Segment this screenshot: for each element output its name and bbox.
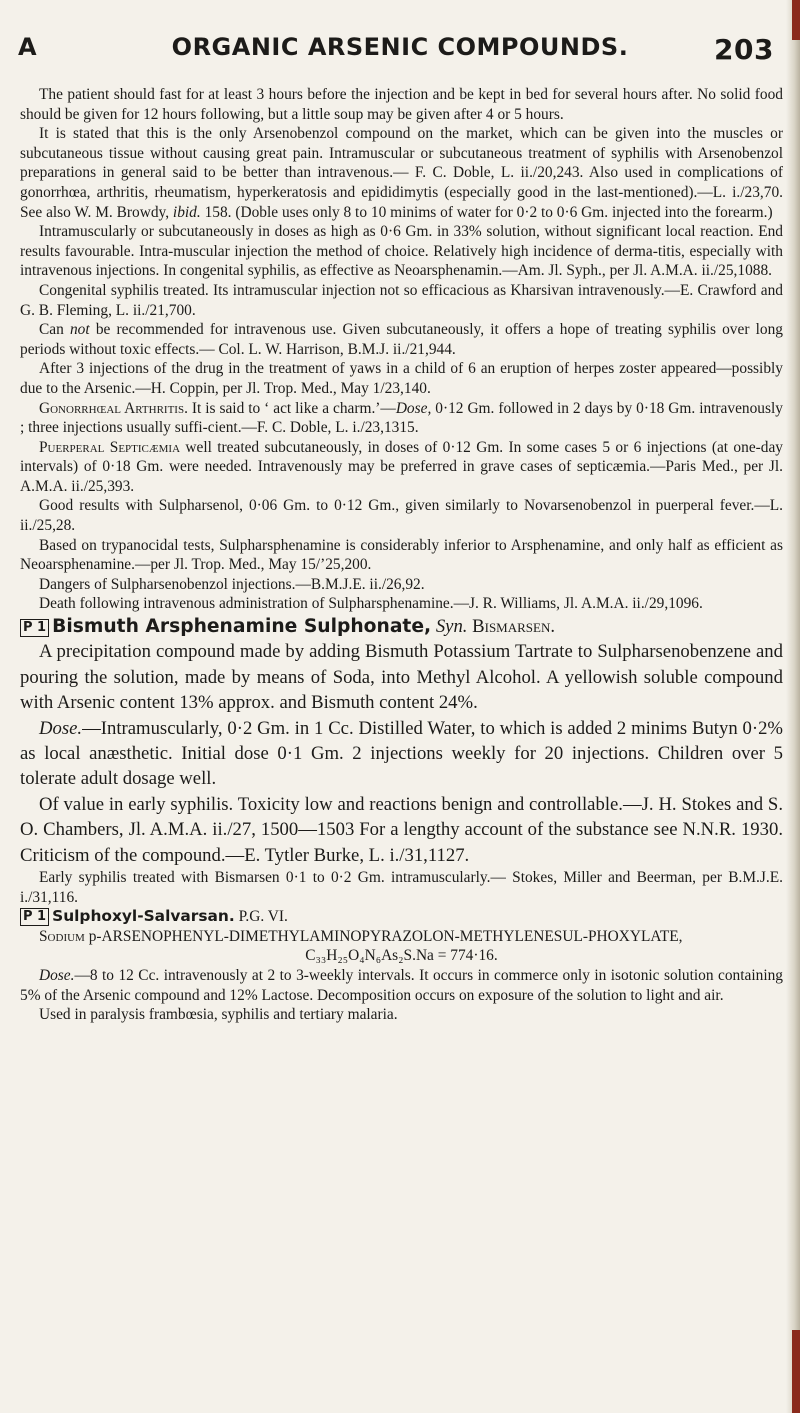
paragraph-doses: Intramuscularly or subcutaneously in doses as high as 0·6 Gm. in 33% solution, without significant local reaction. End results favourable. Intra-muscular injection the method of choice. Relatively high incidence of derma-titis, especially with intravenous injections. In congenital syphilis, as effective as Neoarsphenamin.—Am. Jl. Syph., per Jl. A.M.A. ii./25,1088. <box>20 223 783 280</box>
paragraph-sulphoxyl-dose: Dose.—8 to 12 Cc. intravenously at 2 to 3-weekly intervals. It occurs in commerce only in isotonic solution containing 5% of the Arsenic compound and 12% Lactose. Decomposition occurs on exposure of the solution to light and air. <box>20 967 783 1004</box>
page-body <box>20 85 783 1025</box>
paragraph-bismuth-description: A precipitation compound made by adding Bismuth Potassium Tartrate to Sulpharsenobenzene and pouring the solution, made by means of Soda, into Methyl Alcohol. A yellowish soluble compound with Arsenic content 13% approx. and Bismuth content 24%. <box>20 641 783 714</box>
paragraph-dangers: Dangers of Sulpharsenobenzol injections.—B.M.J.E. ii./26,92. <box>39 575 425 593</box>
paragraph-death: Death following intravenous administration of Sulpharsphenamine.—J. R. Williams, Jl. A.M.A. ii./29,1096. <box>39 595 703 613</box>
paragraph-bismuth-dose: Dose.—Intramuscularly, 0·2 Gm. in 1 Cc. Distilled Water, to which is added 2 minims Butyn 0·2% as local anæsthetic. Initial dose 0·1 Gm. 2 injections weekly for 20 injections. Children over 5 tolerate adult dosage well. <box>20 717 783 790</box>
page-number: 203 <box>714 33 774 66</box>
subject-heading: Puerperal Septicæmia <box>39 438 181 456</box>
paragraph-gonorrhoeal-arthritis: Gonorrhœal Arthritis. It is said to ‘ act like a charm.’—Dose, 0·12 Gm. followed in 2 days by 0·18 Gm. intravenously ; three injections usually suffi-cient.—F. C. Doble, L. i./23,1315. <box>20 399 783 437</box>
subject-heading: Gonorrhœal Arthritis. <box>39 399 188 417</box>
pharmacopoeia-mark-icon: P 1 <box>20 619 49 637</box>
entry-title: Bismuth Arsphenamine Sulphonate, <box>52 616 432 638</box>
header-letter: A <box>18 33 38 61</box>
paragraph-subcutaneous: Can not be recommended for intravenous use. Given subcutaneously, it offers a hope of treating syphilis over long periods without toxic effects.— Col. L. W. Harrison, B.M.J. ii./21,944. <box>20 321 783 358</box>
edge-mark-top <box>792 0 800 40</box>
paragraph-bismuth-early: Early syphilis treated with Bismarsen 0·1 to 0·2 Gm. intramuscularly.— Stokes, Miller and Beerman, per B.M.J.E. i./31,116. <box>20 869 783 906</box>
page-edge <box>786 0 800 1413</box>
edge-mark-bottom <box>792 1330 800 1413</box>
chemical-formula: C₃₃H₂₅O₄N₆As₂S.Na = 774·16. <box>305 947 498 965</box>
paragraph-intramuscular: It is stated that this is the only Arsenobenzol compound on the market, which can be given into the muscles or subcutaneous tissue without causing great pain. Intramuscular or subcutaneous treatment of syphilis with Arsenobenzol preparations in general said to be better than intravenous.— F. C. Doble, L. ii./20,243. Also used in complications of gonorrhœa, arthritis, rheumatism, hyperkeratosis and epididimytis (especially good in the last-mentioned).—L. i./23,70. See also W. M. Browdy, ibid. 158. (Doble uses only 8 to 10 minims of water for 0·2 to 0·6 Gm. injected into the forearm.) <box>20 125 783 221</box>
running-header <box>18 33 782 73</box>
paragraph-yaws: After 3 injections of the drug in the treatment of yaws in a child of 6 an eruption of herpes zoster appeared—possibly due to the Arsenic.—H. Coppin, per Jl. Trop. Med., May 1/23,140. <box>20 360 783 397</box>
paragraph-congenital: Congenital syphilis treated. Its intramuscular injection not so efficacious as Kharsivan intravenously.—E. Crawford and G. B. Fleming, L. ii./21,700. <box>20 281 783 319</box>
paragraph-bismuth-value: Of value in early syphilis. Toxicity low and reactions benign and controllable.—J. H. Stokes and S. O. Chambers, Jl. A.M.A. ii./27, 1500—1503 For a lengthy account of the substance see N.N.R. 1930. Criticism of the compound.—E. Tytler Burke, L. i./31,1127. <box>20 793 783 866</box>
header-title: ORGANIC ARSENIC COMPOUNDS. <box>171 33 629 61</box>
paragraph-fasting: The patient should fast for at least 3 hours before the injection and be kept in bed for several hours after. No solid food should be given for 12 hours following, but a little soup may be given after 4 or 5 hours. <box>20 86 783 123</box>
paragraph-puerperal-septicaemia: Puerperal Septicæmia well treated subcutaneously, in doses of 0·12 Gm. In some cases 5 or 6 injections (at one-day intervals) of 0·18 Gm. were needed. Intravenously may be preferred in grave cases of septicæmia.—Paris Med., per Jl. A.M.A. ii./25,393. <box>20 438 783 495</box>
paragraph-sulphoxyl-used: Used in paralysis frambœsia, syphilis and tertiary malaria. <box>39 1006 398 1024</box>
entry-heading-sulphoxyl: P 1 Sulphoxyl-Salvarsan. P.G. VI. <box>20 907 783 927</box>
paragraph-trypanocidal: Based on trypanocidal tests, Sulpharsphenamine is considerably inferior to Arsphenamine, and only half as efficient as Neoarsphenamine.—per Jl. Trop. Med., May 15/’25,200. <box>20 536 783 574</box>
entry-heading-bismuth: P 1 Bismuth Arsphenamine Sulphonate, Syn. Bismarsen. <box>20 614 783 639</box>
paragraph-sulphoxyl-chemical: Sodium p-ARSENOPHENYL-DIMETHYLAMINOPYRAZOLON-METHYLENESUL-PHOXYLATE, <box>39 927 683 945</box>
pharmacopoeia-mark-icon: P 1 <box>20 908 49 926</box>
paragraph-sulpharsenol: Good results with Sulpharsenol, 0·06 Gm. to 0·12 Gm., given similarly to Novarsenobenzol in puerperal fever.—L. ii./25,28. <box>20 497 783 535</box>
entry-title: Sulphoxyl-Salvarsan. <box>52 907 235 926</box>
